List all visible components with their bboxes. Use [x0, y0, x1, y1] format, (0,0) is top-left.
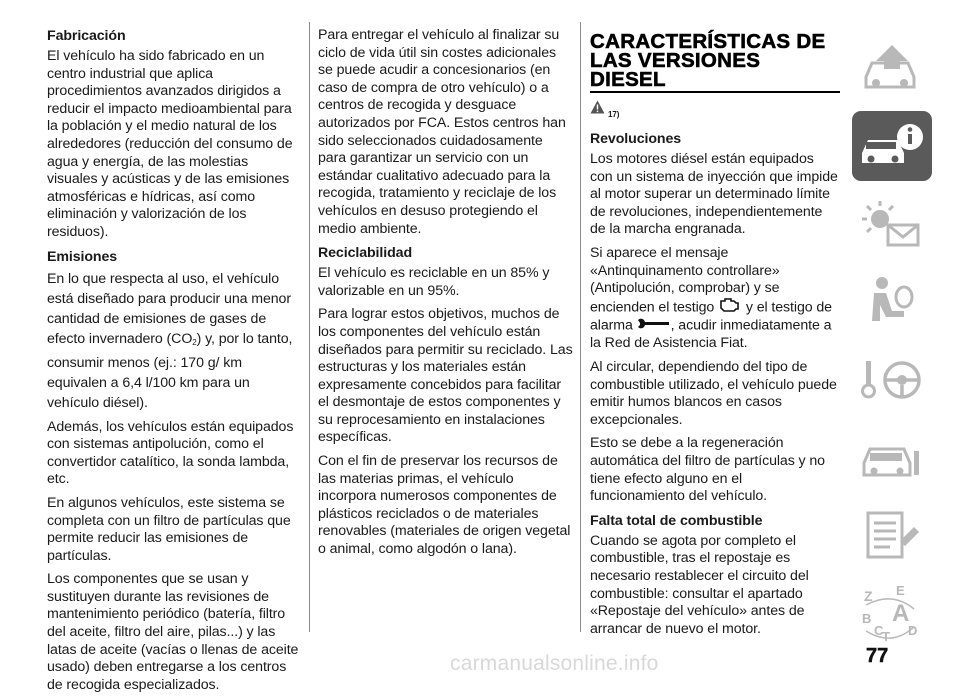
reciclabilidad-paragraph-2: Para lograr estos objetivos, muchos de los componentes del vehículo están diseñados para permitir su reciclado. Las estructuras y los materiales están expresamente concebidos para facilitar el desmontaje de estos componentes y su reprocesamiento en instalaciones específicas.: [318, 306, 573, 446]
tab-vehicle-info[interactable]: [852, 111, 932, 181]
heading-revoluciones: Revoluciones: [590, 131, 682, 147]
falta-combustible-paragraph: Cuando se agota por completo el combustible, tras el repostaje es necesario restablecer el circuito del combustible: consultar el apartado «Repostaje del vehículo» antes de arrancar de nuevo el motor.: [590, 532, 809, 637]
tab-maintenance[interactable]: [852, 501, 932, 571]
key-steering-wheel-icon: [852, 345, 932, 415]
revoluciones-paragraph-1: Los motores diésel están equipados con un sistema de inyección que impide al motor superar un determinado límite de revoluciones, independientemente de la marcha engranada.: [590, 151, 838, 238]
revoluciones-paragraph-3: Al circular, dependiendo del tipo de combustible utilizado, el vehículo puede emitir humos blancos en casos excepcionales.: [590, 359, 837, 428]
car-dashboard-icon: [852, 33, 932, 103]
svg-text:T: T: [882, 629, 890, 644]
car-breakdown-icon: [852, 423, 932, 493]
heading-fabricacion: Fabricación: [47, 28, 126, 44]
emisiones-paragraph-3: En algunos vehículos, este sistema se completa con un filtro de partículas que permite reducir las emisiones de partículas.: [47, 494, 291, 564]
warning-reference: [590, 100, 840, 120]
right-column: [590, 32, 840, 644]
light-mail-icon: [852, 189, 932, 259]
watermark: carmanualsonline.info: [450, 652, 659, 675]
desguace-paragraph: Para entregar el vehículo al finalizar su ciclo de vida útil sin costes adicionales se puede acudir a concesionarios (en caso de compra de otro vehículo) o a centros de recogida y desguace autorizados por FCA. Estos centros han sido seleccionados cuidadosamente para garantizar un servicio con un estándar cualitativo adecuado para la recogida, tratamiento y reciclaje de los vehículos en desuso protegiendo el medio ambiente.: [318, 27, 566, 237]
svg-text:B: B: [862, 611, 872, 626]
chapter-tabs: [852, 33, 932, 657]
heading-falta-combustible: Falta total de combustible: [590, 512, 763, 529]
emisiones-p1-after: ) y, por lo tanto, consumir menos (ej.: 170 g/ km equivalen a 6,4 l/100 km para un vehículo diésel).: [47, 330, 293, 411]
checklist-icon: [852, 501, 932, 571]
emisiones-paragraph-2: Además, los vehículos están equipados con sistemas antipolución, como el convertidor catalítico, la sonda lambda, etc.: [47, 418, 294, 488]
tab-emergency[interactable]: [852, 423, 932, 493]
co2-subscript: 2: [192, 337, 197, 347]
heading-reciclabilidad: Reciclabilidad: [318, 245, 413, 262]
warning-ref-number: 17): [608, 110, 620, 119]
title-underline: [590, 91, 840, 93]
revoluciones-paragraph-4: Esto se debe a la regeneración automática del filtro de partículas y no tiene efecto alguno en el funcionamiento del vehículo.: [590, 435, 825, 505]
car-info-icon: [852, 111, 932, 181]
emisiones-p1-before: En lo que respecta al uso, el vehículo está diseñado para producir una menor cantidad de emisiones de gases de efecto invernadero (CO: [47, 270, 291, 347]
tab-dashboard[interactable]: [852, 33, 932, 103]
column-divider-left: [309, 22, 310, 632]
rev-p2-part-b: y el testigo de alarma: [590, 299, 832, 334]
airbag-seat-icon: [852, 267, 932, 337]
revoluciones-paragraph-2: [590, 245, 840, 353]
svg-text:A: A: [892, 600, 910, 627]
emisiones-paragraph-4: Los componentes que se usan y sustituyen durante las revisiones de mantenimiento periódico (batería, filtro del aceite, filtro del aire, pilas...) y las latas de aceite (vacías o llenas de aceite usado) deben entregarse a los centros de recogida especializados.: [47, 571, 299, 693]
reciclabilidad-paragraph-1: El vehículo es reciclable en un 85% y valorizable en un 95%.: [318, 265, 550, 299]
tab-safety[interactable]: [852, 267, 932, 337]
rev-p2-part-a: Si aparece el mensaje «Antinquinamento controllare» (Antipolución, comprobar) y se encienden el testigo: [590, 244, 780, 316]
tab-index[interactable]: [852, 579, 932, 649]
svg-text:Z: Z: [864, 588, 873, 604]
svg-text:D: D: [908, 623, 918, 638]
wrench-icon: [637, 317, 671, 335]
tab-starting-driving[interactable]: [852, 345, 932, 415]
heading-emisiones: Emisiones: [47, 248, 118, 265]
emisiones-paragraph-1: [47, 269, 302, 413]
alphabet-index-icon: [852, 579, 932, 649]
page-number: 77: [866, 645, 889, 667]
svg-text:E: E: [896, 583, 905, 598]
section-title: CARACTERÍSTICAS DE LAS VERSIONES DIESEL: [590, 30, 826, 91]
tab-lights-messages[interactable]: [852, 189, 932, 259]
warning-triangle-icon: [590, 100, 605, 120]
left-column: [47, 27, 302, 700]
column-divider-right: [580, 22, 581, 632]
fabricacion-paragraph: El vehículo ha sido fabricado en un centro industrial que aplica procedimientos avanzados dirigidos a reducir el impacto medioambiental para la población y el medio natural de los alrededores (reducción del consumo de agua y energía, de las molestias visuales y acústicas y de las emisiones atmosféricas e hídricas, así como eliminación y valorización de los residuos).: [47, 48, 293, 240]
svg-text:C: C: [874, 623, 884, 638]
engine-warning-icon: [718, 298, 742, 318]
middle-column: [318, 27, 573, 565]
reciclabilidad-paragraph-3: Con el fin de preservar los recursos de las materias primas, el vehículo incorpora numerosos componentes de plásticos reciclados o de materiales renovables (materiales de origen vegetal o animal, como algodón o lana).: [318, 453, 571, 558]
rev-p2-part-c: , acudir inmediatamente a la Red de Asistencia Fiat.: [590, 317, 832, 352]
